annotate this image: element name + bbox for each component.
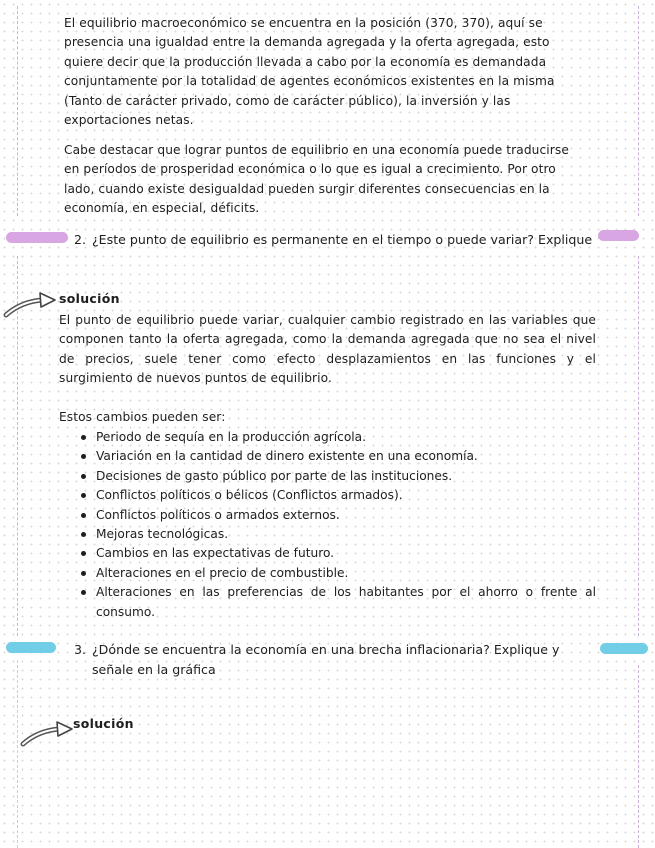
list-item: Alteraciones en las preferencias de los habitantes por el ahorro o frente al consumo. (96, 583, 596, 622)
solution-2-arrow-icon (3, 289, 59, 319)
question-3-right-bar (600, 643, 648, 654)
list-item: Alteraciones en el precio de combustible. (96, 564, 596, 583)
right-dashed-line-bottom (638, 665, 639, 848)
left-dashed-line-top (17, 6, 18, 216)
question-2-left-bar (6, 232, 68, 243)
right-dashed-line-top (638, 6, 639, 216)
solution-2-paragraph: El punto de equilibrio puede variar, cualquier cambio registrado en las variables que componen tanto la oferta agregada, como la demanda agregada que no sea el nivel de precios, suele tener como efecto desplazamientos en las funciones y el surgimiento de nuevos puntos de equilibrio. (59, 313, 596, 386)
solution-3-arrow-icon (20, 718, 76, 748)
intro-paragraph-2: Cabe destacar que lograr puntos de equilibrio en una economía puede traducirse en períodos de prosperidad económica o lo que es igual a crecimiento. Por otro lado, cuando existe desigualdad pueden surgir diferentes consecuencias en la economía, en especial, déficits. (64, 143, 569, 216)
right-dashed-line-mid (638, 256, 639, 636)
list-item: Decisiones de gasto público por parte de las instituciones. (96, 467, 596, 486)
list-item: Variación en la cantidad de dinero existente en una economía. (96, 447, 596, 466)
list-item: Conflictos políticos o armados externos. (96, 506, 596, 525)
question-2-number: 2. (74, 232, 87, 247)
solution-3-title: solución (73, 716, 134, 731)
list-item: Cambios en las expectativas de futuro. (96, 544, 596, 563)
question-3-number: 3. (74, 642, 87, 657)
list-item: Periodo de sequía en la producción agrícola. (96, 428, 596, 447)
list-item: Conflictos políticos o bélicos (Conflictos armados). (96, 486, 596, 505)
left-dashed-line-bottom (17, 660, 18, 848)
solution-2-title: solución (59, 291, 120, 306)
question-3 (74, 640, 602, 680)
question-3-left-bar (6, 642, 56, 653)
intro-paragraph-1: El equilibrio macroeconómico se encuentra en la posición (370, 370), aquí se presencia una igualdad entre la demanda agregada y la oferta agregada, esto quiere decir que la producción llevada a cabo por la economía es demandada conjuntamente por la totalidad de agentes económicos existentes en la misma (Tanto de carácter privado, como de carácter público), la inversión y las exportaciones netas. (64, 16, 555, 128)
question-2 (74, 230, 600, 250)
solution-2-list-intro: Estos cambios pueden ser: (59, 410, 226, 424)
list-item: Mejoras tecnológicas. (96, 525, 596, 544)
question-2-text: ¿Este punto de equilibrio es permanente en el tiempo o puede variar? Explique (92, 232, 593, 247)
question-2-right-bar (598, 230, 639, 241)
solution-2-bullet-list (96, 428, 596, 622)
question-3-text: ¿Dónde se encuentra la economía en una brecha inflacionaria? Explique y señale en la gráfica (92, 642, 560, 677)
